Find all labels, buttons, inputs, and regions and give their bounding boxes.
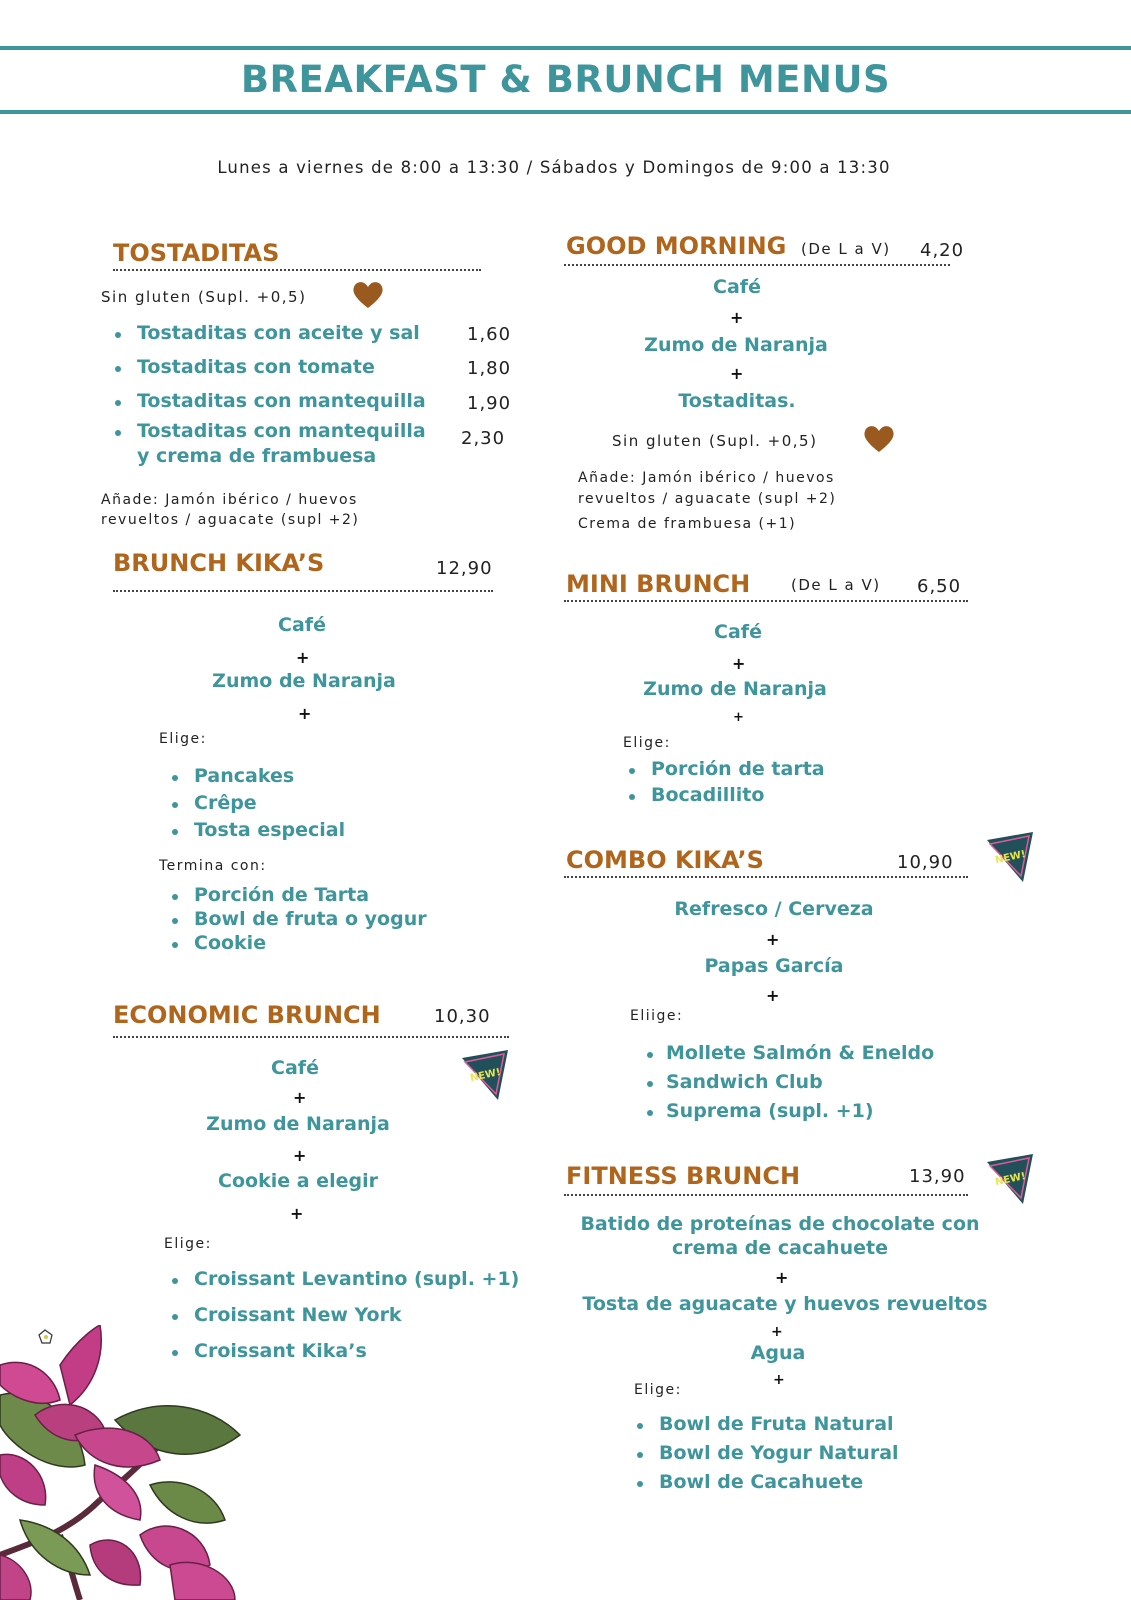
- bullet-icon: [647, 1081, 653, 1087]
- mini-brunch-title: MINI BRUNCH: [566, 570, 751, 598]
- tostaditas-extras: revueltos / aguacate (supl +2): [101, 512, 360, 528]
- bullet-icon: [637, 1423, 643, 1429]
- bullet-icon: [647, 1110, 653, 1116]
- menu-line: Agua: [750, 1342, 806, 1364]
- menu-line: Tostaditas.: [678, 390, 796, 412]
- menu-line: Café: [713, 276, 761, 298]
- choose-label: Elige:: [164, 1236, 212, 1252]
- menu-item-price: 1,80: [467, 358, 512, 379]
- plus-sign: +: [771, 1324, 783, 1340]
- tostaditas-divider: [113, 269, 481, 271]
- combo-kikas-price: 10,90: [897, 852, 954, 873]
- mini-brunch-price: 6,50: [917, 576, 962, 597]
- menu-item-name: Tostaditas con mantequilla: [137, 390, 426, 412]
- choose-label: Elige:: [159, 731, 207, 747]
- menu-item-name: Tostaditas con aceite y sal: [137, 322, 420, 344]
- header-rule-bottom: [0, 110, 1131, 114]
- bullet-icon: [172, 918, 178, 924]
- new-badge-label: NEW!: [994, 848, 1027, 867]
- bullet-icon: [172, 1314, 178, 1320]
- brunch-kikas-divider: [113, 590, 493, 592]
- economic-brunch-price: 10,30: [434, 1006, 491, 1027]
- menu-item-name: Croissant Kika’s: [194, 1340, 367, 1362]
- mini-brunch-days: (De L a V): [791, 576, 881, 594]
- plus-sign: +: [296, 648, 310, 667]
- menu-item-name: Bowl de fruta o yogur: [194, 908, 427, 930]
- plus-sign: +: [733, 710, 744, 725]
- bullet-icon: [647, 1052, 653, 1058]
- mini-brunch-divider: [564, 600, 968, 602]
- good-morning-price: 4,20: [920, 240, 965, 261]
- menu-line: Batido de proteínas de chocolate con: [580, 1213, 980, 1235]
- menu-item-name-continued: y crema de frambuesa: [137, 445, 377, 467]
- menu-item-name: Tostaditas con mantequilla: [137, 420, 426, 442]
- menu-item-name: Pancakes: [194, 765, 295, 787]
- fitness-brunch-price: 13,90: [909, 1166, 966, 1187]
- brunch-kikas-price: 12,90: [436, 558, 493, 579]
- bullet-icon: [172, 829, 178, 835]
- menu-line: Refresco / Cerveza: [674, 898, 874, 920]
- menu-item-price: 1,60: [467, 324, 512, 345]
- brunch-kikas-title: BRUNCH KIKA’S: [113, 549, 325, 577]
- good-morning-extras: Añade: Jamón ibérico / huevos: [578, 470, 835, 486]
- fitness-brunch-divider: [564, 1194, 968, 1196]
- economic-brunch-divider: [113, 1036, 509, 1038]
- new-badge-icon: [985, 1154, 1035, 1204]
- menu-item-name: Bowl de Fruta Natural: [659, 1413, 894, 1435]
- menu-line: Café: [278, 614, 326, 636]
- choose-label: Elige:: [634, 1382, 682, 1398]
- menu-item-price: 1,90: [467, 393, 512, 414]
- page-title: BREAKFAST & BRUNCH MENUS: [240, 58, 891, 101]
- fitness-brunch-title: FITNESS BRUNCH: [566, 1162, 801, 1190]
- bullet-icon: [115, 366, 121, 372]
- menu-item-name: Suprema (supl. +1): [666, 1100, 874, 1122]
- menu-item-name: Bowl de Cacahuete: [659, 1471, 864, 1493]
- plus-sign: +: [766, 930, 780, 949]
- bullet-icon: [172, 894, 178, 900]
- good-morning-days: (De L a V): [801, 240, 891, 258]
- plus-sign: +: [766, 986, 780, 1005]
- menu-item-name: Croissant New York: [194, 1304, 402, 1326]
- combo-kikas-title: COMBO KIKA’S: [566, 846, 764, 874]
- menu-item-name: Sandwich Club: [666, 1071, 823, 1093]
- heart-icon: [351, 280, 385, 310]
- new-badge-label: NEW!: [994, 1170, 1027, 1189]
- plus-sign: +: [732, 654, 746, 673]
- choose-label: Eliige:: [630, 1008, 684, 1024]
- tostaditas-gluten-note: Sin gluten (Supl. +0,5): [101, 288, 307, 306]
- menu-item-name: Cookie: [194, 932, 267, 954]
- menu-item-name: Porción de Tarta: [194, 884, 370, 906]
- plus-sign: +: [290, 1204, 304, 1223]
- bullet-icon: [172, 1278, 178, 1284]
- bullet-icon: [637, 1452, 643, 1458]
- menu-item-name: Bowl de Yogur Natural: [659, 1442, 899, 1464]
- plus-sign: +: [730, 364, 744, 383]
- plus-sign: +: [773, 1372, 785, 1388]
- bullet-icon: [637, 1481, 643, 1487]
- menu-line: Zumo de Naranja: [206, 1113, 390, 1135]
- bullet-icon: [172, 942, 178, 948]
- good-morning-extras: Crema de frambuesa (+1): [578, 516, 797, 532]
- bullet-icon: [172, 775, 178, 781]
- good-morning-gluten-note: Sin gluten (Supl. +0,5): [612, 432, 818, 450]
- bullet-icon: [115, 400, 121, 406]
- bullet-icon: [629, 794, 635, 800]
- menu-item-name: Tostaditas con tomate: [137, 356, 375, 378]
- new-badge-label: NEW!: [469, 1066, 502, 1085]
- good-morning-title: GOOD MORNING: [566, 232, 787, 260]
- menu-item-name: Croissant Levantino (supl. +1): [194, 1268, 520, 1290]
- menu-line: Cookie a elegir: [218, 1170, 378, 1192]
- choose-label: Elige:: [623, 735, 671, 751]
- bullet-icon: [115, 332, 121, 338]
- opening-hours: Lunes a viernes de 8:00 a 13:30 / Sábados y Domingos de 9:00 a 13:30: [217, 158, 891, 177]
- heart-icon: [862, 424, 896, 454]
- good-morning-extras: revueltos / aguacate (supl +2): [578, 491, 837, 507]
- menu-item-price: 2,30: [461, 428, 506, 449]
- plus-sign: +: [293, 1088, 307, 1107]
- finish-label: Termina con:: [159, 858, 267, 874]
- menu-item-name: Bocadillito: [651, 784, 765, 806]
- plus-sign: +: [730, 308, 744, 327]
- menu-item-name: Tosta especial: [194, 819, 346, 841]
- new-badge-icon: [985, 832, 1035, 882]
- bullet-icon: [172, 802, 178, 808]
- bullet-icon: [629, 768, 635, 774]
- new-badge-icon: [460, 1050, 510, 1100]
- plus-sign: +: [775, 1268, 789, 1287]
- menu-line: Café: [714, 621, 762, 643]
- menu-line: Zumo de Naranja: [643, 678, 827, 700]
- menu-line: crema de cacahuete: [672, 1237, 888, 1259]
- bullet-icon: [115, 430, 121, 436]
- menu-line: Zumo de Naranja: [644, 334, 828, 356]
- tostaditas-extras: Añade: Jamón ibérico / huevos: [101, 492, 358, 508]
- menu-line: Zumo de Naranja: [212, 670, 396, 692]
- menu-item-name: Crêpe: [194, 792, 257, 814]
- plus-sign: +: [293, 1146, 307, 1165]
- economic-brunch-title: ECONOMIC BRUNCH: [113, 1001, 381, 1029]
- good-morning-divider: [564, 264, 950, 266]
- menu-line: Papas García: [704, 955, 844, 977]
- menu-item-name: Porción de tarta: [651, 758, 825, 780]
- menu-line: Tosta de aguacate y huevos revueltos: [582, 1293, 988, 1315]
- combo-kikas-divider: [564, 876, 968, 878]
- tostaditas-title: TOSTADITAS: [113, 239, 280, 267]
- menu-line: Café: [271, 1057, 319, 1079]
- bougainvillea-illustration: [0, 1325, 250, 1600]
- plus-sign: +: [298, 704, 312, 723]
- header-rule-top: [0, 46, 1131, 50]
- menu-item-name: Mollete Salmón & Eneldo: [666, 1042, 935, 1064]
